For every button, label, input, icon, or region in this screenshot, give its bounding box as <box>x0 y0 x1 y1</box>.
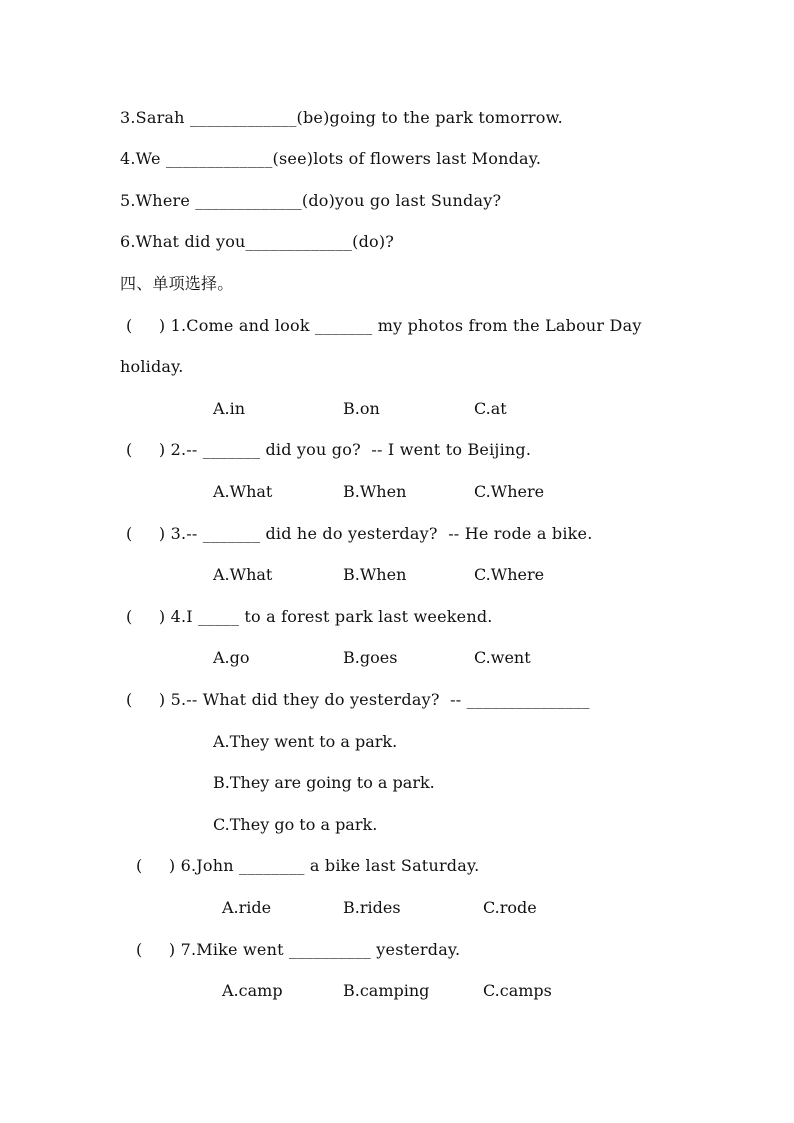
question-5-option-b: B.They are going to a park. <box>213 773 435 792</box>
question-4-stem: ( ) 4.I _____ to a forest park last weekend. <box>126 607 493 626</box>
question-2-stem: ( ) 2.-- _______ did you go? -- I went to Beijing. <box>126 440 532 459</box>
question-5-option-c: C.They go to a park. <box>213 815 378 834</box>
question-3-option-c: C.Where <box>474 565 545 584</box>
fill-in-item-5: 5.Where _____________(do)you go last Sunday? <box>120 191 502 210</box>
question-1-stem-continued: holiday. <box>120 357 184 376</box>
section-title: 四、单项选择。 <box>120 274 234 293</box>
question-5-option-a: A.They went to a park. <box>213 732 398 751</box>
question-6-option-a: A.ride <box>222 898 272 917</box>
question-1-option-c: C.at <box>474 399 507 418</box>
question-1-option-b: B.on <box>343 399 380 418</box>
fill-in-item-6: 6.What did you_____________(do)? <box>120 232 395 251</box>
question-3-option-a: A.What <box>213 565 273 584</box>
question-3-stem: ( ) 3.-- _______ did he do yesterday? -- He rode a bike. <box>126 524 593 543</box>
question-5-stem: ( ) 5.-- What did they do yesterday? -- _______________ <box>126 690 590 709</box>
question-6-option-b: B.rides <box>343 898 401 917</box>
question-2-option-a: A.What <box>213 482 273 501</box>
question-7-option-b: B.camping <box>343 981 430 1000</box>
question-4-option-c: C.went <box>474 648 531 667</box>
question-4-option-a: A.go <box>213 648 250 667</box>
question-7-option-a: A.camp <box>222 981 283 1000</box>
question-2-option-c: C.Where <box>474 482 545 501</box>
question-7-option-c: C.camps <box>483 981 552 1000</box>
fill-in-item-3: 3.Sarah _____________(be)going to the park tomorrow. <box>120 108 563 127</box>
question-7-stem: ( ) 7.Mike went __________ yesterday. <box>136 940 461 959</box>
question-1-option-a: A.in <box>213 399 246 418</box>
question-3-option-b: B.When <box>343 565 407 584</box>
question-2-option-b: B.When <box>343 482 407 501</box>
question-4-option-b: B.goes <box>343 648 398 667</box>
question-1-stem: ( ) 1.Come and look _______ my photos from the Labour Day <box>126 316 642 335</box>
question-6-stem: ( ) 6.John ________ a bike last Saturday. <box>136 856 480 875</box>
question-6-option-c: C.rode <box>483 898 537 917</box>
fill-in-item-4: 4.We _____________(see)lots of flowers last Monday. <box>120 149 542 168</box>
